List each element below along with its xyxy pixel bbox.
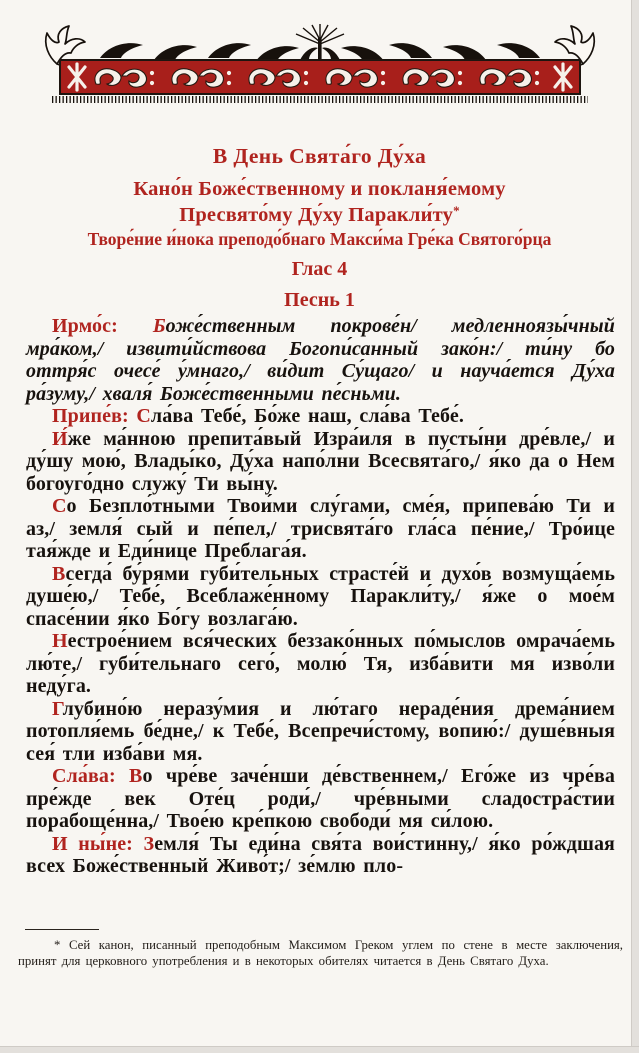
canon-paragraph <box>26 630 615 698</box>
verse-text: о чре́ве заче́нши де́вственнем,/ Его́же из чре́ва пре́жде век Оте́ц роди́,/ чре́вными сладостра́стии порабоще́нна,/ Твое́ю кре́пкою свободи́ мя си́лою. <box>26 765 615 832</box>
canon-paragraph <box>26 563 615 631</box>
canon-title-line2: Пресвято́му Ду́ху Паракли́ту <box>179 204 454 226</box>
footnote-text: Сей канон, писанный преподобным Максимом Греком углем по стене в месте заключения, принят для церковного употребления и в некоторых обителях читается в День Святаго Духа. <box>18 938 623 968</box>
footnote <box>18 929 623 969</box>
initial-letter: Н <box>52 630 68 652</box>
ode-heading: Песнь 1 <box>284 289 355 311</box>
author-line: Творе́ние и́нока преподо́бнаго Макси́ма Гре́ка Святого́рца <box>87 229 552 249</box>
initial-letter: В <box>129 765 143 787</box>
footnote-paragraph <box>18 937 623 969</box>
scan-edge-bottom <box>0 1046 639 1053</box>
verse-text: сегда́ бу́рями губи́тельных страсте́й и духо́в возмуща́емь душе́ю,/ Тебе́, Всеблаже́нному Паракли́ту,/ я́же о мое́м спасе́нии я́ко Бо́гу возлага́ю. <box>26 562 615 630</box>
tone-heading: Глас 4 <box>291 258 348 280</box>
verse-text: лубино́ю неразу́мия и лю́таго нераде́ния дрема́нием потопля́емь бе́дне,/ к Тебе́, Всепречи́стому, вопию́:/ душе́вныя сея́ тли изба́ви мя. <box>26 697 615 765</box>
floral-headpiece-ornament <box>42 24 598 112</box>
initial-letter: Г <box>52 697 63 720</box>
canon-paragraph <box>26 428 615 496</box>
ornament-band <box>60 60 580 94</box>
initial-letter: Б <box>152 315 166 337</box>
verse-text: о Безпло́тными Твои́ми слу́гами, сме́я, припева́ю Ти и аз,/ земля́ сый и пе́пел,/ трисвята́го гла́са пе́ние,/ Тро́ице тая́жде и Еди́нице Преблага́я. <box>26 495 615 562</box>
verse-label: И ны́не: <box>52 832 144 855</box>
canon-paragraphs <box>0 315 639 878</box>
canon-paragraph <box>26 315 615 405</box>
verse-text: же ма́нною препита́вый Изра́иля в пусты́ни дре́вле,/ и ду́шу мою́, Влады́ко, Ду́ха напо́лни Всесвята́го,/ я́ко да о Нем богоуго́дно служу́ Ти вы́ну. <box>26 427 615 495</box>
verse-label: Припе́в: <box>52 405 137 427</box>
verse-text: ла́ва Тебе́, Бо́же наш, сла́ва Тебе́. <box>150 405 464 427</box>
canon-footnote-marker: * <box>453 203 460 218</box>
footnote-rule <box>25 929 99 930</box>
initial-letter: В <box>52 562 66 585</box>
verse-label: Ирмо́с: <box>52 315 153 337</box>
initial-letter: С <box>52 495 67 517</box>
center-palmette <box>296 24 344 60</box>
canon-paragraph <box>26 405 615 428</box>
initial-letter: С <box>136 405 151 427</box>
canon-paragraph <box>26 765 615 833</box>
scan-edge-right <box>631 0 639 1053</box>
verse-label: Сла́ва: <box>52 765 130 787</box>
feast-title: В День Свята́го Ду́ха <box>212 144 427 168</box>
canon-paragraph <box>26 698 615 766</box>
verse-text: естрое́нием вся́ческих беззако́нных по́мыслов омрача́емь лю́те,/ губи́тельнаго сего́, молю́ Тя, изба́вити мя изво́ли неду́га. <box>26 630 615 697</box>
footnote-marker: * <box>54 938 61 952</box>
canon-paragraph <box>26 495 615 563</box>
verse-text: емля́ Ты еди́на свя́та вои́стинну,/ я́ко ро́ждшая всех Боже́ственный Живо́т;/ зе́млю пло- <box>26 832 615 877</box>
verse-text: оже́ственным покрове́н/ медленноязы́чный мра́ком,/ извити́йствова Богопи́санный зако́н:/ ти́ну бо оттря́с очесе́ у́мнаго,/ ви́дит Су́щаго/ и науча́ется Ду́ха ра́зуму,/ хваля́ Боже́ственными пе́сньми. <box>26 315 615 405</box>
canon-title-line1: Кано́н Боже́ственному и покланя́емому <box>133 178 506 200</box>
canon-paragraph <box>26 833 615 878</box>
canon-title <box>0 178 639 226</box>
initial-letter: З <box>143 832 155 855</box>
initial-letter: И́ <box>52 427 68 450</box>
